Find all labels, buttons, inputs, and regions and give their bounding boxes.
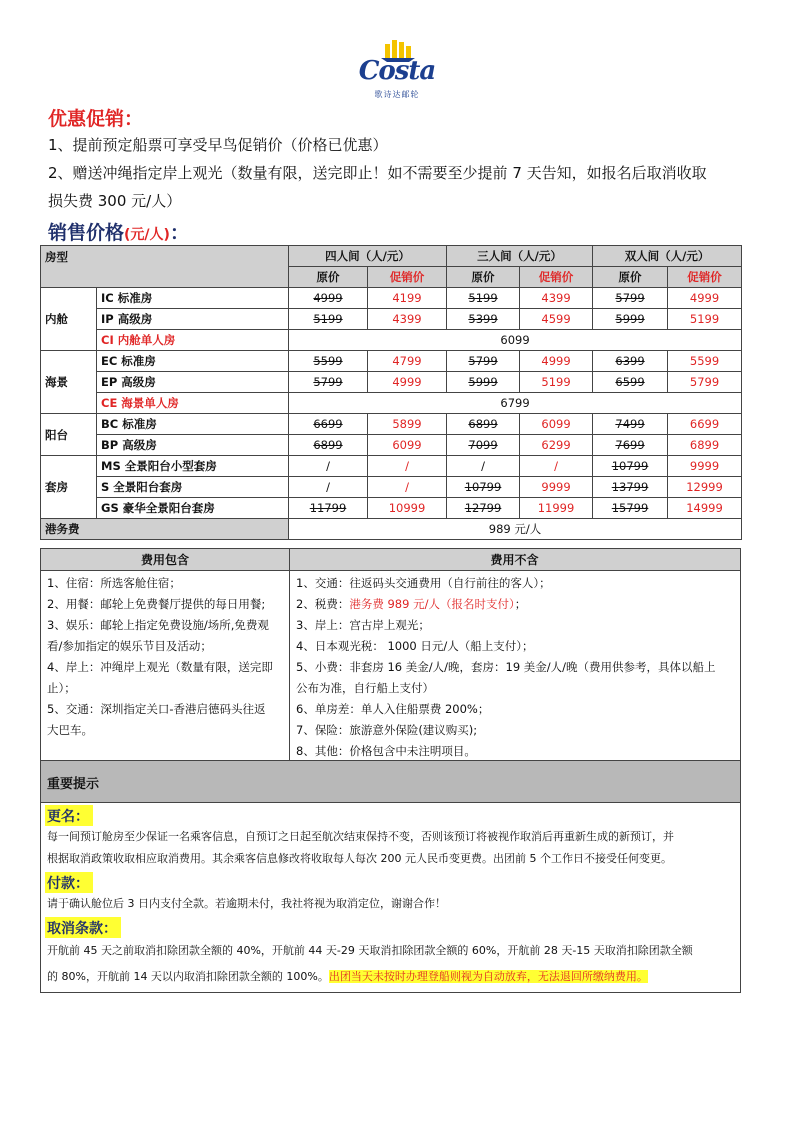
group-header-triple: 三人间（人/元） (447, 246, 593, 267)
promo-price: 12999 (668, 477, 742, 498)
notice-box (40, 760, 741, 993)
promo-line-1: 1、提前预定船票可享受早鸟促销价（价格已优惠） (48, 136, 388, 154)
original-price: 13799 (593, 477, 668, 498)
original-price: 15799 (593, 498, 668, 519)
original-price: 10799 (447, 477, 520, 498)
fee-include-list (41, 571, 289, 760)
promo-price: 9999 (520, 477, 593, 498)
original-price: / (447, 456, 520, 477)
original-price: 6899 (447, 414, 520, 435)
sales-title (48, 218, 189, 245)
group-header-quad: 四人间（人/元） (289, 246, 447, 267)
group-header-double: 双人间（人/元） (593, 246, 742, 267)
fee-box (40, 548, 741, 761)
price-row (41, 288, 742, 309)
promo-price: 5899 (368, 414, 447, 435)
single-room-price: 6099 (289, 330, 742, 351)
cancel-text-1: 开航前 45 天之前取消扣除团款全额的 40%，开航前 44 天-29 天取消扣除团款全额的 60%，开航前 28 天-15 天取消扣除团款全额 (47, 944, 693, 957)
promo-price: 4999 (668, 288, 742, 309)
notice-title: 重要提示 (41, 761, 740, 803)
category-suite: 套房 (41, 456, 97, 519)
promo-price: 4399 (368, 309, 447, 330)
cancel-text-2-main: 的 80%，开航前 14 天以内取消扣除团款全额的 100%。 (47, 970, 329, 983)
promo-price-header: 促销价 (668, 267, 742, 288)
promo-price: / (368, 477, 447, 498)
fee-include-item: 大巴车。 (47, 723, 93, 737)
sales-unit: (元/人) (124, 227, 170, 243)
price-row (41, 330, 742, 351)
price-row (41, 393, 742, 414)
logo-subtitle: 歌诗达邮轮 (374, 90, 420, 99)
price-row (41, 456, 742, 477)
original-price: 5399 (447, 309, 520, 330)
promo-price: 5199 (668, 309, 742, 330)
rename-text-2: 根据取消政策收取相应取消费用。其余乘客信息修改将收取每人每次 200 元人民币变更费。出团前 5 个工作日不接受任何变更。 (47, 852, 672, 865)
port-fee-label: 港务费 (41, 519, 289, 540)
port-fee-note: 港务费 989 元/人（报名时支付） (349, 597, 515, 611)
fee-include-item: 3、娱乐：邮轮上指定免费设施/场所,免费观 (47, 618, 269, 632)
price-row (41, 309, 742, 330)
original-price: / (289, 456, 368, 477)
fee-exclude-item: 6、单房差：单人入住船票费 200%； (296, 702, 490, 716)
fee-exclude-item: 公布为准，自行船上支付） (296, 681, 434, 695)
promo-price: 4599 (520, 309, 593, 330)
promo-price: 6299 (520, 435, 593, 456)
fee-include-item: 止）； (47, 681, 76, 695)
single-room-price: 6799 (289, 393, 742, 414)
original-price: 6399 (593, 351, 668, 372)
orig-price-header: 原价 (593, 267, 668, 288)
original-price: 11799 (289, 498, 368, 519)
category-inner: 内舱 (41, 288, 97, 351)
original-price: 5799 (289, 372, 368, 393)
original-price: 5199 (289, 309, 368, 330)
price-row (41, 372, 742, 393)
room-name: CI 内舱单人房 (97, 330, 289, 351)
room-name: GS 豪华全景阳台套房 (97, 498, 289, 519)
room-name: MS 全景阳台小型套房 (97, 456, 289, 477)
original-price: 7099 (447, 435, 520, 456)
original-price: 10799 (593, 456, 668, 477)
promo-price: 6099 (368, 435, 447, 456)
promo-price: 4999 (520, 351, 593, 372)
fee-include-item: 1、住宿：所选客舱住宿； (47, 576, 181, 590)
tax-label: 2、税费： (296, 597, 350, 611)
promo-line-2b: 损失费 300 元/人） (48, 192, 182, 210)
original-price: 5599 (289, 351, 368, 372)
original-price: 4999 (289, 288, 368, 309)
sales-title-text: 销售价格 (48, 222, 125, 244)
room-name: IC 标准房 (97, 288, 289, 309)
costa-logo (355, 36, 439, 100)
price-row (41, 477, 742, 498)
promo-price: 6699 (668, 414, 742, 435)
promo-title: 优惠促销： (48, 108, 144, 130)
fee-include-item: 5、交通：深圳指定关口-香港启德码头往返 (47, 702, 266, 716)
room-name: CE 海景单人房 (97, 393, 289, 414)
sales-colon: ： (169, 222, 189, 244)
room-name: S 全景阳台套房 (97, 477, 289, 498)
fee-exclude-item: 7、保险：旅游意外保险(建议购买); (296, 723, 478, 737)
original-price: 5199 (447, 288, 520, 309)
logo-brand: Costa (358, 56, 436, 86)
original-price: 5999 (447, 372, 520, 393)
room-type-header: 房型 (41, 246, 289, 288)
original-price: 7699 (593, 435, 668, 456)
cancel-title: 取消条款： (45, 917, 121, 938)
price-table (40, 245, 742, 540)
promo-line-2a: 2、赠送冲绳指定岸上观光（数量有限，送完即止！如不需要至少提前 7 天告知，如报名后取消收取 (48, 164, 707, 182)
promo-price: 6099 (520, 414, 593, 435)
original-price: 5999 (593, 309, 668, 330)
promo-price: 5199 (520, 372, 593, 393)
fee-exclude-item: 3、岸上：宫古岸上观光； (296, 618, 430, 632)
fee-exclude-item: 1、交通：往返码头交通费用（自行前往的客人）； (296, 576, 551, 590)
pay-text: 请于确认舱位后 3 日内支付全款。若逾期未付，我社将视为取消定位，谢谢合作！ (47, 897, 446, 910)
original-price: 6699 (289, 414, 368, 435)
fee-exclude-item (296, 594, 735, 615)
price-row (41, 414, 742, 435)
fee-exclude-title: 费用不含 (289, 549, 740, 571)
category-ocean: 海景 (41, 351, 97, 414)
original-price: 5799 (447, 351, 520, 372)
promo-price: 5599 (668, 351, 742, 372)
fee-include-item: 看/参加指定的娱乐节目及活动； (47, 639, 212, 653)
fee-include-title: 费用包含 (41, 549, 289, 571)
room-name: EC 标准房 (97, 351, 289, 372)
room-name: BC 标准房 (97, 414, 289, 435)
fee-include-item: 2、用餐：邮轮上免费餐厅提供的每日用餐; (47, 597, 266, 611)
promo-price: / (520, 456, 593, 477)
promo-price: / (368, 456, 447, 477)
promo-price: 14999 (668, 498, 742, 519)
category-balcony: 阳台 (41, 414, 97, 456)
promo-price: 9999 (668, 456, 742, 477)
room-name: BP 高级房 (97, 435, 289, 456)
promo-price: 6899 (668, 435, 742, 456)
original-price: 6599 (593, 372, 668, 393)
pay-title: 付款： (45, 872, 93, 893)
promo-price: 11999 (520, 498, 593, 519)
port-fee-value: 989 元/人 (289, 519, 742, 540)
price-row (41, 435, 742, 456)
price-row (41, 498, 742, 519)
cancel-highlight: 出团当天未按时办理登船则视为自动放弃，无法退回所缴纳费用。 (328, 970, 648, 983)
promo-price-header: 促销价 (520, 267, 593, 288)
original-price: 6899 (289, 435, 368, 456)
fee-include-item: 4、岸上：冲绳岸上观光（数量有限，送完即 (47, 660, 273, 674)
promo-price: 4799 (368, 351, 447, 372)
rename-title: 更名： (45, 805, 93, 826)
room-name: IP 高级房 (97, 309, 289, 330)
price-row (41, 351, 742, 372)
original-price: / (289, 477, 368, 498)
original-price: 5799 (593, 288, 668, 309)
room-name: EP 高级房 (97, 372, 289, 393)
tax-end: ； (514, 597, 527, 611)
orig-price-header: 原价 (289, 267, 368, 288)
promo-price: 4199 (368, 288, 447, 309)
promo-price: 10999 (368, 498, 447, 519)
promo-price: 4999 (368, 372, 447, 393)
promo-price: 5799 (668, 372, 742, 393)
fee-exclude-item: 4、日本观光税： 1000 日元/人（船上支付）； (296, 639, 534, 653)
original-price: 12799 (447, 498, 520, 519)
cancel-text-2 (41, 964, 740, 990)
fee-exclude-list (290, 571, 741, 760)
fee-exclude-item: 5、小费：非套房 16 美金/人/晚，套房：19 美金/人/晚（费用供参考，具体以船上 (296, 660, 716, 674)
rename-text-1: 每一间预订舱房至少保证一名乘客信息，自预订之日起至航次结束保持不变，否则该预订将被视作取消后再重新生成的新预订，并 (47, 830, 674, 843)
promo-price-header: 促销价 (368, 267, 447, 288)
original-price: 7499 (593, 414, 668, 435)
promo-price: 4399 (520, 288, 593, 309)
fee-exclude-item: 8、其他：价格包含中未注明项目。 (296, 744, 476, 758)
orig-price-header: 原价 (447, 267, 520, 288)
